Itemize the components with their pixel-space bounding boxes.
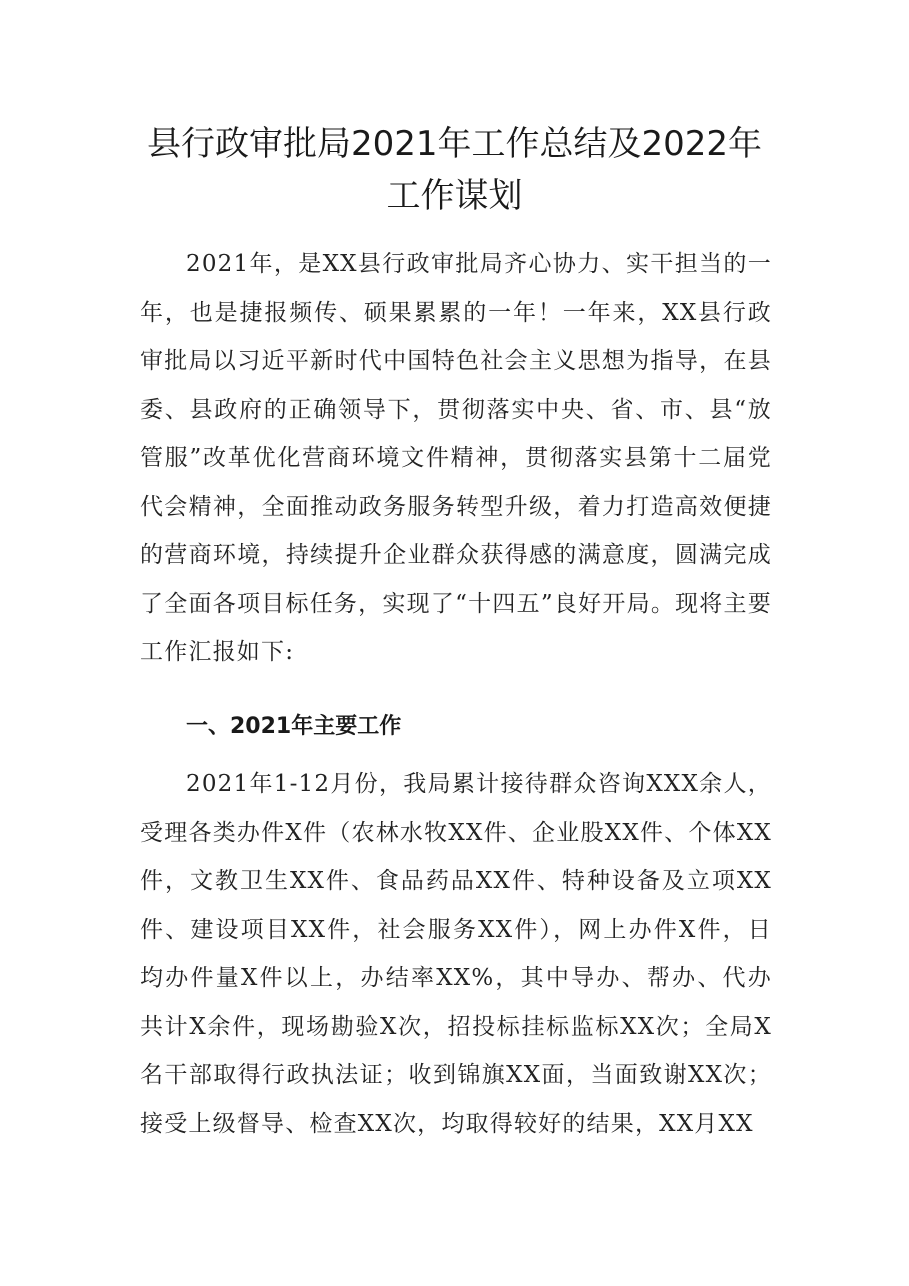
document-title-line-1: 县行政审批局2021年工作总结及2022年 xyxy=(146,124,763,164)
document-title-line-2: 工作谋划 xyxy=(386,176,523,216)
main-work-paragraph: 2021年1-12月份，我局累计接待群众咨询XXX余人，受理各类办件X件（农林水牧XX件、企业股XX件、个体XX件，文教卫生XX件、食品药品XX件、特种设备及立项XX件、建设项目XX件，社会服务XX件），网上办件X件，日均办件量X件以上，办结率XX%，其中导办、帮办、代办共计X余件，现场勘验X次，招投标挂标监标XX次；全局X名干部取得行政执法证；收到锦旗XX面，当面致谢XX次；接受上级督导、检查XX次，均取得较好的结果，XX月XX xyxy=(140,771,772,1137)
section-heading-main-work: 一、2021年主要工作 xyxy=(186,714,402,739)
document-title xyxy=(0,118,909,222)
intro-paragraph: 2021年，是XX县行政审批局齐心协力、实干担当的一年，也是捷报频传、硕果累累的一年！一年来，XX县行政审批局以习近平新时代中国特色社会主义思想为指导，在县委、县政府的正确领导下，贯彻落实中央、省、市、县“放管服”改革优化营商环境文件精神，贯彻落实县第十二届党代会精神，全面推动政务服务转型升级，着力打造高效便捷的营商环境，持续提升企业群众获得感的满意度，圆满完成了全面各项目标任务，实现了“十四五”良好开局。现将主要工作汇报如下: xyxy=(140,251,772,665)
